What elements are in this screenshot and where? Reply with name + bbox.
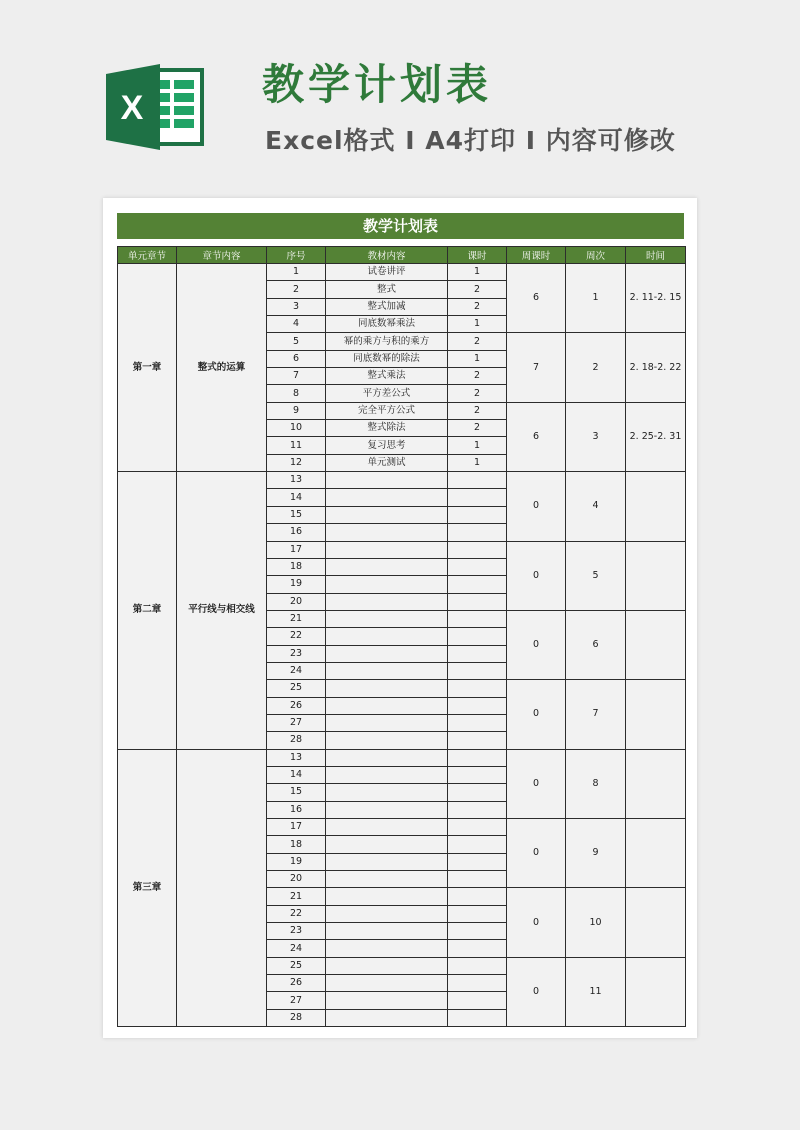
material-content: 整式加减 — [326, 298, 448, 315]
lesson-hours — [448, 697, 507, 714]
material-content: 完全平方公式 — [326, 402, 448, 419]
material-content — [326, 975, 448, 992]
row-number: 15 — [267, 784, 326, 801]
lesson-hours: 2 — [448, 402, 507, 419]
material-content — [326, 957, 448, 974]
chapter-name: 第三章 — [118, 749, 177, 1027]
weekly-hours: 0 — [507, 888, 566, 957]
row-number: 9 — [267, 402, 326, 419]
material-content: 平方差公式 — [326, 385, 448, 402]
weekly-hours: 0 — [507, 610, 566, 679]
lesson-hours — [448, 593, 507, 610]
lesson-hours — [448, 1009, 507, 1026]
column-header: 周次 — [566, 247, 626, 264]
lesson-hours — [448, 506, 507, 523]
week-number: 1 — [566, 264, 626, 333]
lesson-hours: 1 — [448, 316, 507, 333]
row-number: 27 — [267, 714, 326, 731]
row-number: 28 — [267, 1009, 326, 1026]
row-number: 23 — [267, 923, 326, 940]
row-number: 18 — [267, 836, 326, 853]
material-content — [326, 940, 448, 957]
column-header: 教材内容 — [326, 247, 448, 264]
lesson-hours — [448, 472, 507, 489]
lesson-hours — [448, 524, 507, 541]
material-content — [326, 853, 448, 870]
lesson-hours — [448, 905, 507, 922]
week-number: 7 — [566, 680, 626, 749]
row-number: 15 — [267, 506, 326, 523]
material-content — [326, 888, 448, 905]
lesson-hours — [448, 732, 507, 749]
lesson-hours: 1 — [448, 437, 507, 454]
week-number: 8 — [566, 749, 626, 818]
week-time — [626, 541, 686, 610]
lesson-hours — [448, 680, 507, 697]
lesson-hours: 1 — [448, 350, 507, 367]
chapter-content: 整式的运算 — [177, 264, 267, 472]
row-number: 17 — [267, 819, 326, 836]
lesson-hours: 2 — [448, 281, 507, 298]
material-content — [326, 524, 448, 541]
material-content — [326, 489, 448, 506]
material-content — [326, 819, 448, 836]
weekly-hours: 0 — [507, 541, 566, 610]
lesson-hours — [448, 819, 507, 836]
row-number: 19 — [267, 576, 326, 593]
table-body — [118, 264, 686, 1027]
row-number: 18 — [267, 558, 326, 575]
lesson-hours — [448, 489, 507, 506]
weekly-hours: 6 — [507, 402, 566, 471]
column-header: 时间 — [626, 247, 686, 264]
row-number: 20 — [267, 593, 326, 610]
material-content — [326, 472, 448, 489]
row-number: 14 — [267, 489, 326, 506]
row-number: 4 — [267, 316, 326, 333]
material-content — [326, 836, 448, 853]
page-subtitle: Excel格式 I A4打印 I 内容可修改 — [265, 126, 676, 155]
lesson-hours — [448, 558, 507, 575]
chapter-content: 平行线与相交线 — [177, 472, 267, 750]
weekly-hours: 6 — [507, 264, 566, 333]
material-content — [326, 905, 448, 922]
lesson-hours — [448, 940, 507, 957]
week-number: 4 — [566, 472, 626, 541]
chapter-name: 第二章 — [118, 472, 177, 750]
lesson-hours — [448, 610, 507, 627]
lesson-hours — [448, 784, 507, 801]
material-content: 整式乘法 — [326, 368, 448, 385]
row-number: 21 — [267, 610, 326, 627]
week-time — [626, 680, 686, 749]
material-content — [326, 992, 448, 1009]
material-content: 复习思考 — [326, 437, 448, 454]
row-number: 16 — [267, 524, 326, 541]
week-number: 5 — [566, 541, 626, 610]
material-content — [326, 593, 448, 610]
week-number: 6 — [566, 610, 626, 679]
lesson-hours: 2 — [448, 333, 507, 350]
material-content — [326, 732, 448, 749]
material-content — [326, 576, 448, 593]
lesson-hours — [448, 766, 507, 783]
weekly-hours: 0 — [507, 819, 566, 888]
week-time — [626, 610, 686, 679]
row-number: 24 — [267, 940, 326, 957]
row-number: 5 — [267, 333, 326, 350]
material-content: 单元测试 — [326, 454, 448, 471]
material-content — [326, 784, 448, 801]
lesson-hours: 2 — [448, 385, 507, 402]
row-number: 7 — [267, 368, 326, 385]
lesson-hours: 1 — [448, 264, 507, 281]
lesson-hours — [448, 957, 507, 974]
material-content — [326, 923, 448, 940]
row-number: 25 — [267, 957, 326, 974]
material-content — [326, 1009, 448, 1026]
material-content — [326, 610, 448, 627]
row-number: 3 — [267, 298, 326, 315]
column-header: 课时 — [448, 247, 507, 264]
material-content: 同底数幂的除法 — [326, 350, 448, 367]
week-number: 9 — [566, 819, 626, 888]
lesson-hours — [448, 871, 507, 888]
row-number: 26 — [267, 697, 326, 714]
material-content — [326, 714, 448, 731]
teaching-plan-table — [117, 246, 686, 1027]
column-header: 周课时 — [507, 247, 566, 264]
material-content: 试卷讲评 — [326, 264, 448, 281]
lesson-hours: 2 — [448, 368, 507, 385]
row-number: 24 — [267, 662, 326, 679]
week-time: 2. 11-2. 15 — [626, 264, 686, 333]
material-content — [326, 662, 448, 679]
row-number: 6 — [267, 350, 326, 367]
lesson-hours — [448, 541, 507, 558]
row-number: 1 — [267, 264, 326, 281]
week-number: 11 — [566, 957, 626, 1026]
week-number: 10 — [566, 888, 626, 957]
weekly-hours: 7 — [507, 333, 566, 402]
weekly-hours: 0 — [507, 472, 566, 541]
row-number: 11 — [267, 437, 326, 454]
row-number: 22 — [267, 628, 326, 645]
row-number: 17 — [267, 541, 326, 558]
week-number: 3 — [566, 402, 626, 471]
material-content — [326, 801, 448, 818]
material-content — [326, 871, 448, 888]
page-title: 教学计划表 — [262, 60, 493, 109]
row-number: 12 — [267, 454, 326, 471]
material-content: 整式 — [326, 281, 448, 298]
table-header-row — [118, 247, 686, 264]
lesson-hours — [448, 836, 507, 853]
material-content: 同底数幂乘法 — [326, 316, 448, 333]
week-time — [626, 819, 686, 888]
week-time: 2. 25-2. 31 — [626, 402, 686, 471]
row-number: 10 — [267, 420, 326, 437]
week-time — [626, 472, 686, 541]
material-content: 幂的乘方与积的乘方 — [326, 333, 448, 350]
week-time: 2. 18-2. 22 — [626, 333, 686, 402]
lesson-hours — [448, 749, 507, 766]
lesson-hours — [448, 628, 507, 645]
chapter-content — [177, 749, 267, 1027]
material-content — [326, 645, 448, 662]
lesson-hours — [448, 801, 507, 818]
lesson-hours — [448, 975, 507, 992]
material-content — [326, 766, 448, 783]
lesson-hours — [448, 992, 507, 1009]
lesson-hours — [448, 662, 507, 679]
row-number: 13 — [267, 749, 326, 766]
material-content — [326, 541, 448, 558]
row-number: 25 — [267, 680, 326, 697]
lesson-hours — [448, 853, 507, 870]
lesson-hours — [448, 923, 507, 940]
material-content: 整式除法 — [326, 420, 448, 437]
column-header: 序号 — [267, 247, 326, 264]
table-row — [118, 749, 686, 766]
row-number: 20 — [267, 871, 326, 888]
week-time — [626, 957, 686, 1026]
sheet-title: 教学计划表 — [117, 213, 684, 239]
row-number: 22 — [267, 905, 326, 922]
row-number: 2 — [267, 281, 326, 298]
row-number: 27 — [267, 992, 326, 1009]
material-content — [326, 506, 448, 523]
week-time — [626, 888, 686, 957]
row-number: 21 — [267, 888, 326, 905]
material-content — [326, 558, 448, 575]
column-header: 章节内容 — [177, 247, 267, 264]
table-row — [118, 264, 686, 281]
weekly-hours: 0 — [507, 680, 566, 749]
row-number: 13 — [267, 472, 326, 489]
lesson-hours: 1 — [448, 454, 507, 471]
lesson-hours — [448, 645, 507, 662]
table-row — [118, 472, 686, 489]
lesson-hours — [448, 576, 507, 593]
row-number: 16 — [267, 801, 326, 818]
excel-logo-letter: X — [120, 89, 144, 127]
material-content — [326, 697, 448, 714]
material-content — [326, 628, 448, 645]
lesson-hours — [448, 714, 507, 731]
row-number: 28 — [267, 732, 326, 749]
chapter-name: 第一章 — [118, 264, 177, 472]
excel-logo-icon — [104, 62, 204, 152]
row-number: 8 — [267, 385, 326, 402]
lesson-hours — [448, 888, 507, 905]
row-number: 14 — [267, 766, 326, 783]
lesson-hours: 2 — [448, 420, 507, 437]
week-time — [626, 749, 686, 818]
lesson-hours: 2 — [448, 298, 507, 315]
weekly-hours: 0 — [507, 957, 566, 1026]
row-number: 19 — [267, 853, 326, 870]
column-header: 单元章节 — [118, 247, 177, 264]
row-number: 26 — [267, 975, 326, 992]
week-number: 2 — [566, 333, 626, 402]
material-content — [326, 680, 448, 697]
weekly-hours: 0 — [507, 749, 566, 818]
material-content — [326, 749, 448, 766]
row-number: 23 — [267, 645, 326, 662]
